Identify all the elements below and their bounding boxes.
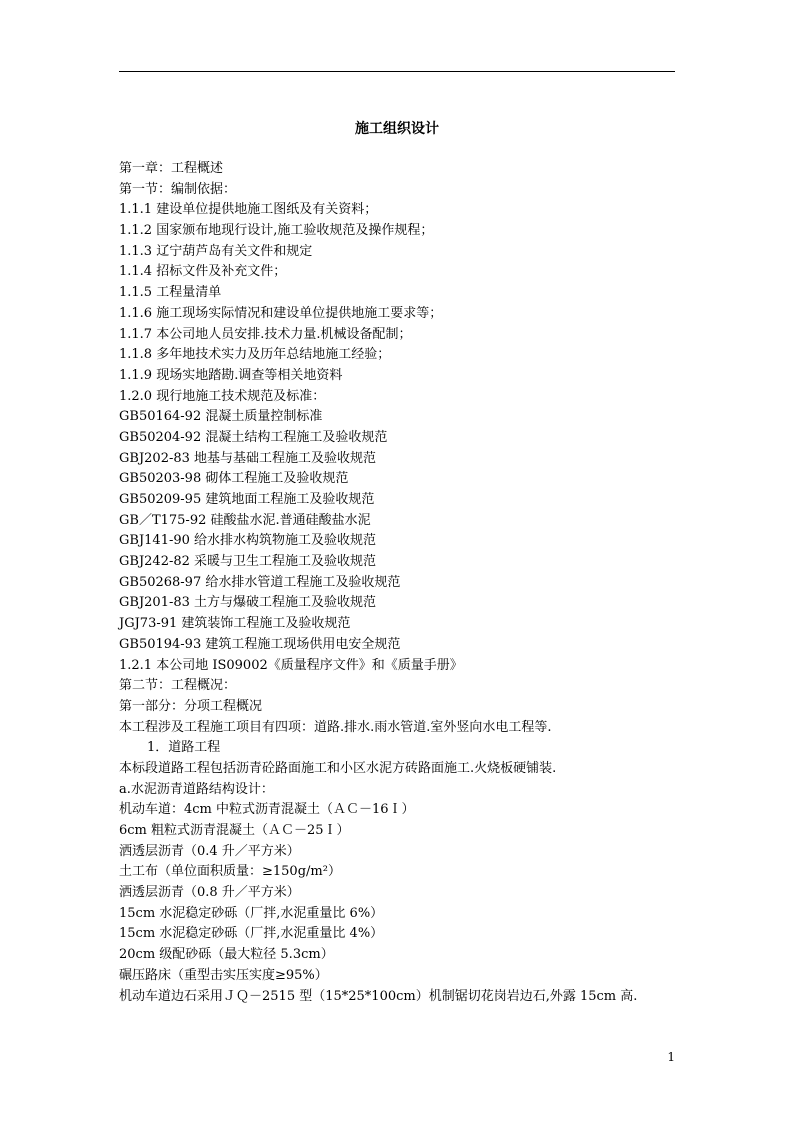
- basis-item: 1.1.1 建设单位提供地施工图纸及有关资料；: [119, 202, 378, 218]
- structure-layer: 15cm 水泥稳定砂砾（厂拌,水泥重量比 4%）: [119, 926, 384, 942]
- document-title: 施工组织设计: [355, 121, 439, 137]
- subsection-heading: 1．道路工程: [147, 740, 221, 756]
- standard-item: GBJ242-82 采暖与卫生工程施工及验收规范: [119, 554, 377, 570]
- standard-item: GB50204-92 混凝土结构工程施工及验收规范: [119, 429, 388, 445]
- standard-item: GBJ201-83 土方与爆破工程施工及验收规范: [119, 595, 377, 611]
- paragraph: 机动车道边石采用ＪＱ－2515 型（15*25*100cm）机制锯切花岗岩边石,外露 15cm 高.: [119, 988, 638, 1004]
- basis-item: 1.2.1 本公司地 IS09002《质量程序文件》和《质量手册》: [119, 657, 463, 673]
- structure-layer: 机动车道：4cm 中粒式沥青混凝土（ＡＣ－16Ｉ）: [119, 802, 415, 818]
- standard-item: GB50203-98 砌体工程施工及验收规范: [119, 471, 349, 487]
- basis-item: 1.1.7 本公司地人员安排.技术力量.机械设备配制；: [119, 326, 412, 342]
- standard-item: GBJ141-90 给水排水构筑物施工及验收规范: [119, 533, 377, 549]
- structure-layer: 洒透层沥青（0.8 升／平方米）: [119, 885, 300, 901]
- structure-layer: 6cm 粗粒式沥青混凝土（ＡＣ－25Ｉ）: [119, 823, 350, 838]
- basis-item: 1.1.5 工程量清单: [119, 285, 222, 301]
- basis-item: 1.1.3 辽宁葫芦岛有关文件和规定: [119, 243, 313, 259]
- structure-layer: 碾压路床（重型击实压实度≥95%）: [119, 967, 328, 983]
- section-heading: 第一节：编制依据：: [119, 181, 237, 197]
- standard-item: GB50268-97 给水排水管道工程施工及验收规范: [119, 574, 401, 590]
- structure-layer: 20cm 级配砂砾（最大粒径 5.3cm）: [119, 947, 334, 963]
- subheading: a.水泥沥青道路结构设计：: [119, 781, 274, 797]
- structure-layer: 土工布（单位面积质量：≥150g/m²）: [119, 864, 341, 880]
- paragraph: 本标段道路工程包括沥青砼路面施工和小区水泥方砖路面施工.火烧板硬铺装.: [119, 760, 557, 776]
- structure-layer: 15cm 水泥稳定砂砾（厂拌,水泥重量比 6%）: [119, 905, 384, 921]
- document-body: [119, 159, 699, 1007]
- basis-item: 1.2.0 现行地施工技术规范及标准：: [119, 388, 326, 404]
- standard-item: GB50209-95 建筑地面工程施工及验收规范: [119, 492, 375, 507]
- standard-item: GB50194-93 建筑工程施工现场供用电安全规范: [119, 636, 401, 652]
- paragraph: 本工程涉及工程施工项目有四项：道路.排水.雨水管道.室外竖向水电工程等.: [119, 719, 552, 735]
- chapter-heading: 第一章：工程概述: [119, 161, 224, 176]
- header-rule: [119, 71, 675, 72]
- standard-item: GBJ202-83 地基与基础工程施工及验收规范: [119, 450, 377, 466]
- standard-item: JGJ73-91 建筑装饰工程施工及验收规范: [119, 616, 351, 632]
- part-heading: 第一部分：分项工程概况: [119, 698, 263, 714]
- basis-item: 1.1.2 国家颁布地现行设计,施工验收规范及操作规程；: [119, 223, 434, 239]
- basis-item: 1.1.8 多年地技术实力及历年总结地施工经验；: [119, 347, 391, 363]
- standard-item: GB50164-92 混凝土质量控制标准: [119, 409, 323, 425]
- basis-item: 1.1.9 现场实地踏勘.调查等相关地资料: [119, 367, 343, 383]
- standard-item: GB／T175-92 硅酸盐水泥.普通硅酸盐水泥: [119, 512, 371, 528]
- structure-layer: 洒透层沥青（0.4 升／平方米）: [119, 843, 300, 859]
- basis-item: 1.1.4 招标文件及补充文件；: [119, 264, 287, 280]
- page-number: 1: [667, 1050, 675, 1064]
- basis-item: 1.1.6 施工现场实际情况和建设单位提供地施工要求等；: [119, 305, 443, 321]
- section-heading: 第二节：工程概况：: [119, 678, 237, 694]
